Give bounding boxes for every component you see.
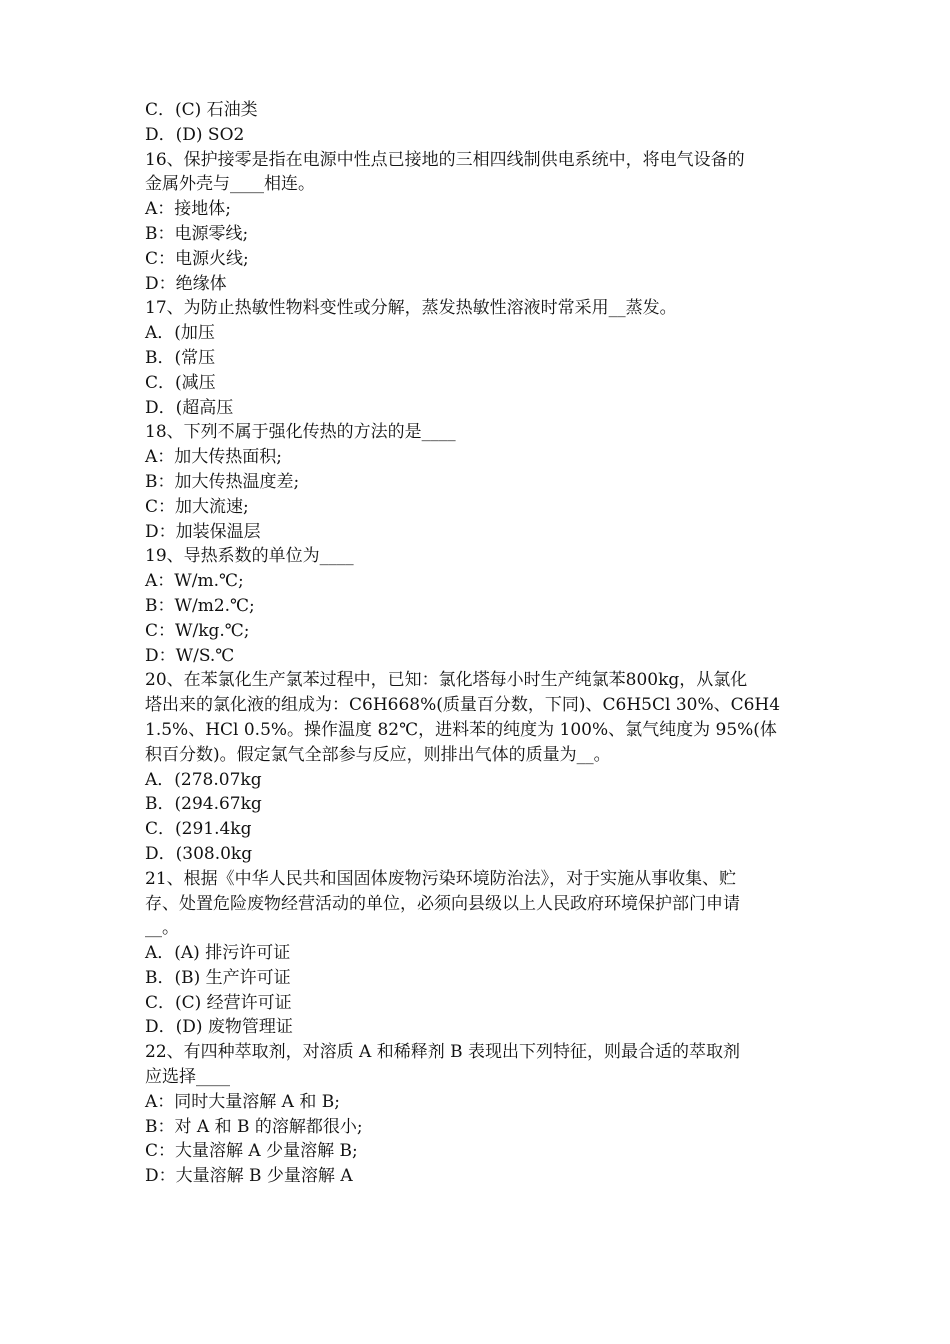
- question-line: 21、根据《中华人民共和国固体废物污染环境防治法》，对于实施从事收集、贮: [145, 868, 737, 889]
- question-text: [145, 296, 807, 321]
- answer-option: A：接地体;: [145, 199, 232, 220]
- answer-option: D：大量溶解 B 少量溶解 A: [145, 1166, 353, 1187]
- answer-option: C．(C) 石油类: [145, 100, 258, 120]
- question-line: 金属外壳与____相连。: [145, 174, 315, 195]
- answer-option: D：绝缘体: [145, 273, 227, 294]
- answer-option: D：加装保温层: [145, 521, 261, 542]
- question-text: [145, 148, 807, 198]
- question-text: [145, 1040, 807, 1090]
- question-line: 20、在苯氯化生产氯苯过程中，已知：氯化塔每小时生产纯氯苯800kg，从氯化: [145, 670, 748, 691]
- question-line: 19、导热系数的单位为____: [145, 546, 354, 567]
- answer-option: D．(超高压: [145, 397, 234, 418]
- answer-option: B．(B) 生产许可证: [145, 967, 291, 988]
- answer-option: B：W/m2.℃;: [145, 595, 255, 616]
- question-line: 18、下列不属于强化传热的方法的是____: [145, 422, 456, 443]
- answer-option: A：W/m.℃;: [145, 571, 244, 592]
- answer-option: C．(减压: [145, 372, 216, 393]
- answer-option: B：加大传热温度差;: [145, 471, 300, 492]
- document-page: [145, 98, 807, 1189]
- question-line: 17、为防止热敏性物料变性或分解，蒸发热敏性溶液时常采用__蒸发。: [145, 298, 677, 319]
- question-text: [145, 668, 807, 767]
- answer-option: C：加大流速;: [145, 496, 249, 517]
- question-line: 22、有四种萃取剂，对溶质 A 和稀释剂 B 表现出下列特征，则最合适的萃取剂: [145, 1042, 741, 1063]
- question-line: 积百分数)。假定氯气全部参与反应，则排出气体的质量为__。: [145, 744, 611, 765]
- question-text: [145, 867, 807, 941]
- question-line: 1.5%、HCl 0.5%。操作温度 82℃，进料苯的纯度为 100%、氯气纯度为 95%(体: [145, 719, 777, 740]
- answer-option: D：W/S.℃: [145, 645, 235, 666]
- answer-option: C：W/kg.℃;: [145, 620, 250, 641]
- answer-option: B：对 A 和 B 的溶解都很小;: [145, 1116, 363, 1137]
- question-line: 应选择____: [145, 1067, 230, 1088]
- answer-option: C：大量溶解 A 少量溶解 B;: [145, 1141, 358, 1162]
- answer-option: B．(常压: [145, 347, 216, 368]
- answer-option: C：电源火线;: [145, 248, 249, 269]
- answer-option: A．(加压: [145, 323, 215, 344]
- answer-option: C．(C) 经营许可证: [145, 992, 292, 1013]
- question-line: 存、处置危险废物经营活动的单位，必须向县级以上人民政府环境保护部门申请: [145, 893, 740, 914]
- answer-option: B．(294.67kg: [145, 794, 262, 815]
- question-text: [145, 544, 807, 569]
- answer-option: A．(278.07kg: [145, 769, 262, 790]
- question-line: 塔出来的氯化液的组成为：C6H668%(质量百分数，下同)、C6H5Cl 30%、C6H4: [145, 695, 781, 716]
- answer-option: D．(308.0kg: [145, 843, 253, 864]
- answer-option: A：同时大量溶解 A 和 B;: [145, 1091, 340, 1112]
- question-line: 16、保护接零是指在电源中性点已接地的三相四线制供电系统中，将电气设备的: [145, 149, 745, 170]
- answer-option: B：电源零线;: [145, 223, 249, 244]
- answer-option: C．(291.4kg: [145, 819, 252, 840]
- answer-option: D．(D) 废物管理证: [145, 1017, 293, 1038]
- question-text: [145, 420, 807, 445]
- question-line: __。: [145, 918, 179, 939]
- answer-option: A．(A) 排污许可证: [145, 943, 291, 964]
- answer-option: A：加大传热面积;: [145, 447, 283, 468]
- answer-option: D．(D) SO2: [145, 124, 245, 145]
